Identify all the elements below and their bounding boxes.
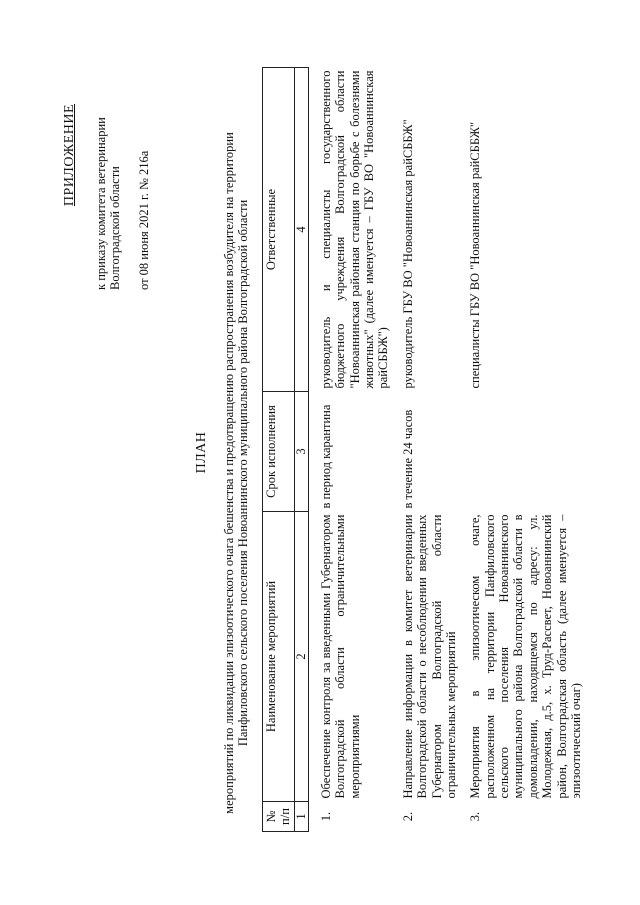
table-column-numbers-row [294,68,308,832]
row-responsible: руководитель и специалисты государственного бюджетного учреждения Волгоградской области "Новоаннинская районная станция по борьбе с болезнями животных" (далее именуется – ГБУ ВО "Новоаннинская райСББЖ") [318,70,391,389]
appendix-block [62,60,151,290]
plan-subtitle: мероприятий по ликвидации эпизоотического очага бешенства и предотвращению распространения возбудителя на территории Панфиловского сельского поселения Новоаннинского муниципального района Волгоградской области [222,132,251,814]
header-deadline: Срок исполнения [263,392,295,512]
row-deadline: в период карантина [318,404,333,509]
row-number: 2. [400,811,415,822]
appendix-order-reference: к приказу комитета ветеринарии Волгоградской области [94,117,123,290]
row-responsible: руководитель ГБУ ВО "Новоаннинская райСББЖ" [400,119,415,389]
header-activity: Наименование мероприятий [263,512,295,802]
column-number: 3 [294,392,308,512]
table-row [458,68,583,832]
row-deadline: в течение 24 часов [400,409,415,509]
appendix-title: ПРИЛОЖЕНИЕ [62,103,77,207]
row-deadline [458,392,583,512]
table-row [391,68,459,832]
row-activity: Мероприятия в эпизоотическом очаге, расположенном на территории Панфиловского сельского поселения Новоаннинского муниципального района Волгоградской области в домовладении, находящемся по адресу: ул. Молодежная, д.5, х. Труд-Рассвет, Новоаннинский район, Волгоградская область (далее именуется – эпизоотический очаг) [468,514,583,799]
row-activity: Направление информации в комитет ветеринарии Волгоградской области о несоблюдении введенных Губернатором Волгоградской области ограничительных мероприятий [400,514,458,799]
plan-title: ПЛАН [194,431,209,474]
appendix-order-date: от 08 июня 2021 г. № 216а [136,150,151,290]
column-number: 1 [294,802,308,832]
row-responsible: специалисты ГБУ ВО "Новоаннинская райСББЖ" [468,122,483,389]
row-activity: Обеспечение контроля за введенными Губернатором Волгоградской области ограничительными мероприятиями [318,514,362,799]
column-number: 4 [294,68,308,392]
row-number: 3. [468,811,483,822]
plan-table [262,67,583,832]
table-row [308,68,390,832]
row-number: 1. [318,811,333,822]
header-responsible: Ответственные [263,68,295,392]
header-number: № п/п [263,802,295,832]
table-header-row [263,68,295,832]
column-number: 2 [294,512,308,802]
